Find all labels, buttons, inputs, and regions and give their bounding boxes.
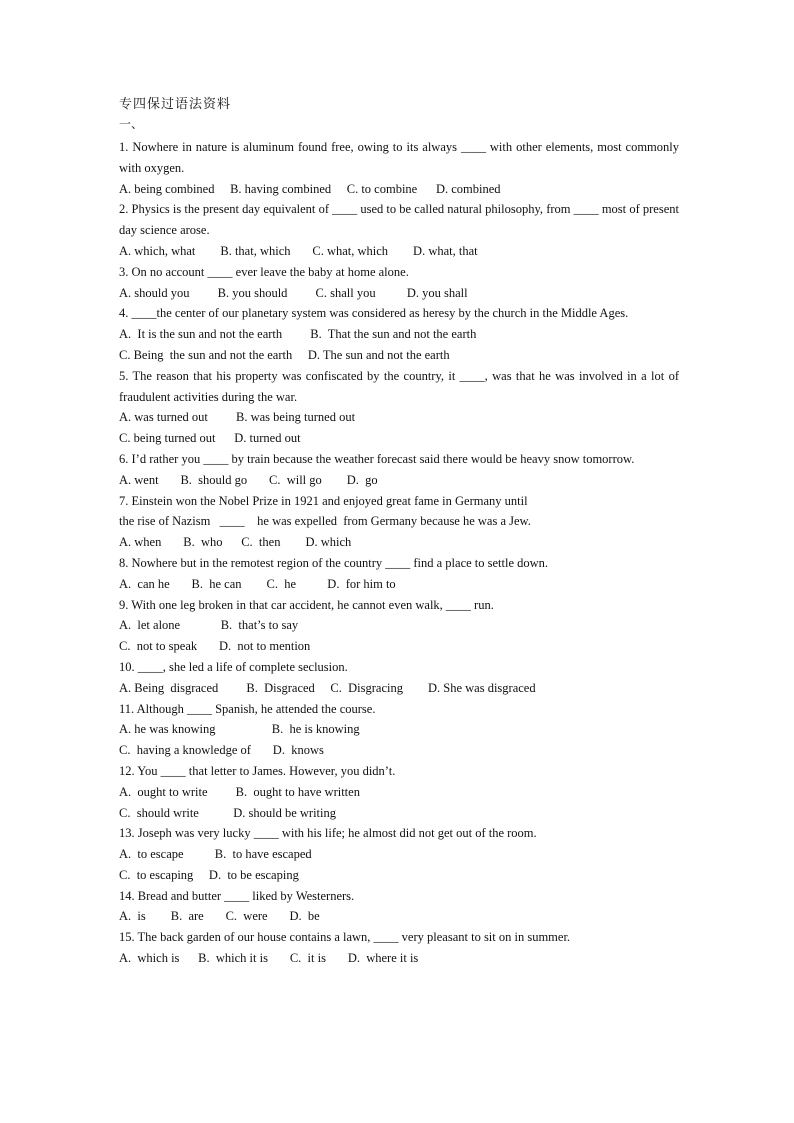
answer-options: C. Being the sun and not the earth D. The sun and not the earth [119,347,450,362]
question-item [119,761,679,823]
answer-options: A. when B. who C. then D. which [119,535,352,550]
question-item [119,199,679,261]
question-item [119,262,679,304]
answer-options: A. he was knowing B. he is knowing [119,722,360,737]
question-item [119,595,679,657]
answer-options: A. which is B. which it is C. it is D. where it is [119,951,419,966]
answer-options: A. should you B. you should C. shall you D. you shall [119,285,468,300]
document-body [119,95,679,969]
question-stem: 6. I’d rather you ____ by train because the weather forecast said there would be heavy snow tomorrow. [119,451,635,466]
question-stem: 2. Physics is the present day equivalent of ____ used to be called natural philosophy, from ____ most of present day science arose. [119,202,679,238]
answer-options: A. Being disgraced B. Disgraced C. Disgracing D. She was disgraced [119,680,536,695]
answer-options: C. should write D. should be writing [119,805,337,820]
answer-options: A. went B. should go C. will go D. go [119,472,378,487]
answer-options: A. which, what B. that, which C. what, which D. what, that [119,243,478,258]
answer-options: A. to escape B. to have escaped [119,847,312,862]
answer-options: the rise of Nazism ____ he was expelled from Germany because he was a Jew. [119,514,531,529]
answer-options: C. not to speak D. not to mention [119,639,311,654]
question-stem: 5. The reason that his property was confiscated by the country, it ____, was that he was involved in a lot of fraudulent activities during the war. [119,368,679,404]
question-stem: 1. Nowhere in nature is aluminum found free, owing to its always ____ with other elements, most commonly with oxygen. [119,140,679,175]
question-stem: 7. Einstein won the Nobel Prize in 1921 and enjoyed great fame in Germany until [119,493,528,508]
question-item [119,366,679,449]
document-title: 专四保过语法资料 [119,97,232,112]
answer-options: A. being combined B. having combined C. to combine D. combined [119,181,501,196]
answer-options: A. ought to write B. ought to have written [119,784,360,799]
question-item [119,449,679,491]
answer-options: A. let alone B. that’s to say [119,618,299,633]
question-stem: 13. Joseph was very lucky ____ with his life; he almost did not get out of the room. [119,826,537,841]
question-item [119,491,679,553]
question-stem: 15. The back garden of our house contains a lawn, ____ very pleasant to sit on in summer. [119,930,571,945]
question-stem: 11. Although ____ Spanish, he attended the course. [119,701,376,716]
question-item [119,657,679,699]
answer-options: A. was turned out B. was being turned out [119,410,356,425]
question-list [119,137,679,969]
question-stem: 3. On no account ____ ever leave the baby at home alone. [119,264,409,279]
question-item [119,823,679,885]
question-stem: 4. ____the center of our planetary system was considered as heresy by the church in the Middle Ages. [119,306,629,321]
answer-options: C. having a knowledge of D. knows [119,743,324,758]
answer-options: A. is B. are C. were D. be [119,909,320,924]
question-stem: 14. Bread and butter ____ liked by Westerners. [119,888,355,903]
question-item [119,303,679,365]
answer-options: C. being turned out D. turned out [119,431,301,446]
answer-options: A. can he B. he can C. he D. for him to [119,576,396,591]
question-item [119,553,679,595]
question-stem: 8. Nowhere but in the remotest region of the country ____ find a place to settle down. [119,555,549,570]
answer-options: C. to escaping D. to be escaping [119,867,299,882]
question-item [119,699,679,761]
question-item [119,927,679,969]
question-item [119,886,679,928]
question-stem: 12. You ____ that letter to James. However, you didn’t. [119,763,396,778]
answer-options: A. It is the sun and not the earth B. That the sun and not the earth [119,327,477,342]
section-heading: 一、 [119,117,144,131]
question-item [119,137,679,199]
question-stem: 9. With one leg broken in that car accident, he cannot even walk, ____ run. [119,597,494,612]
question-stem: 10. ____, she led a life of complete seclusion. [119,659,348,674]
